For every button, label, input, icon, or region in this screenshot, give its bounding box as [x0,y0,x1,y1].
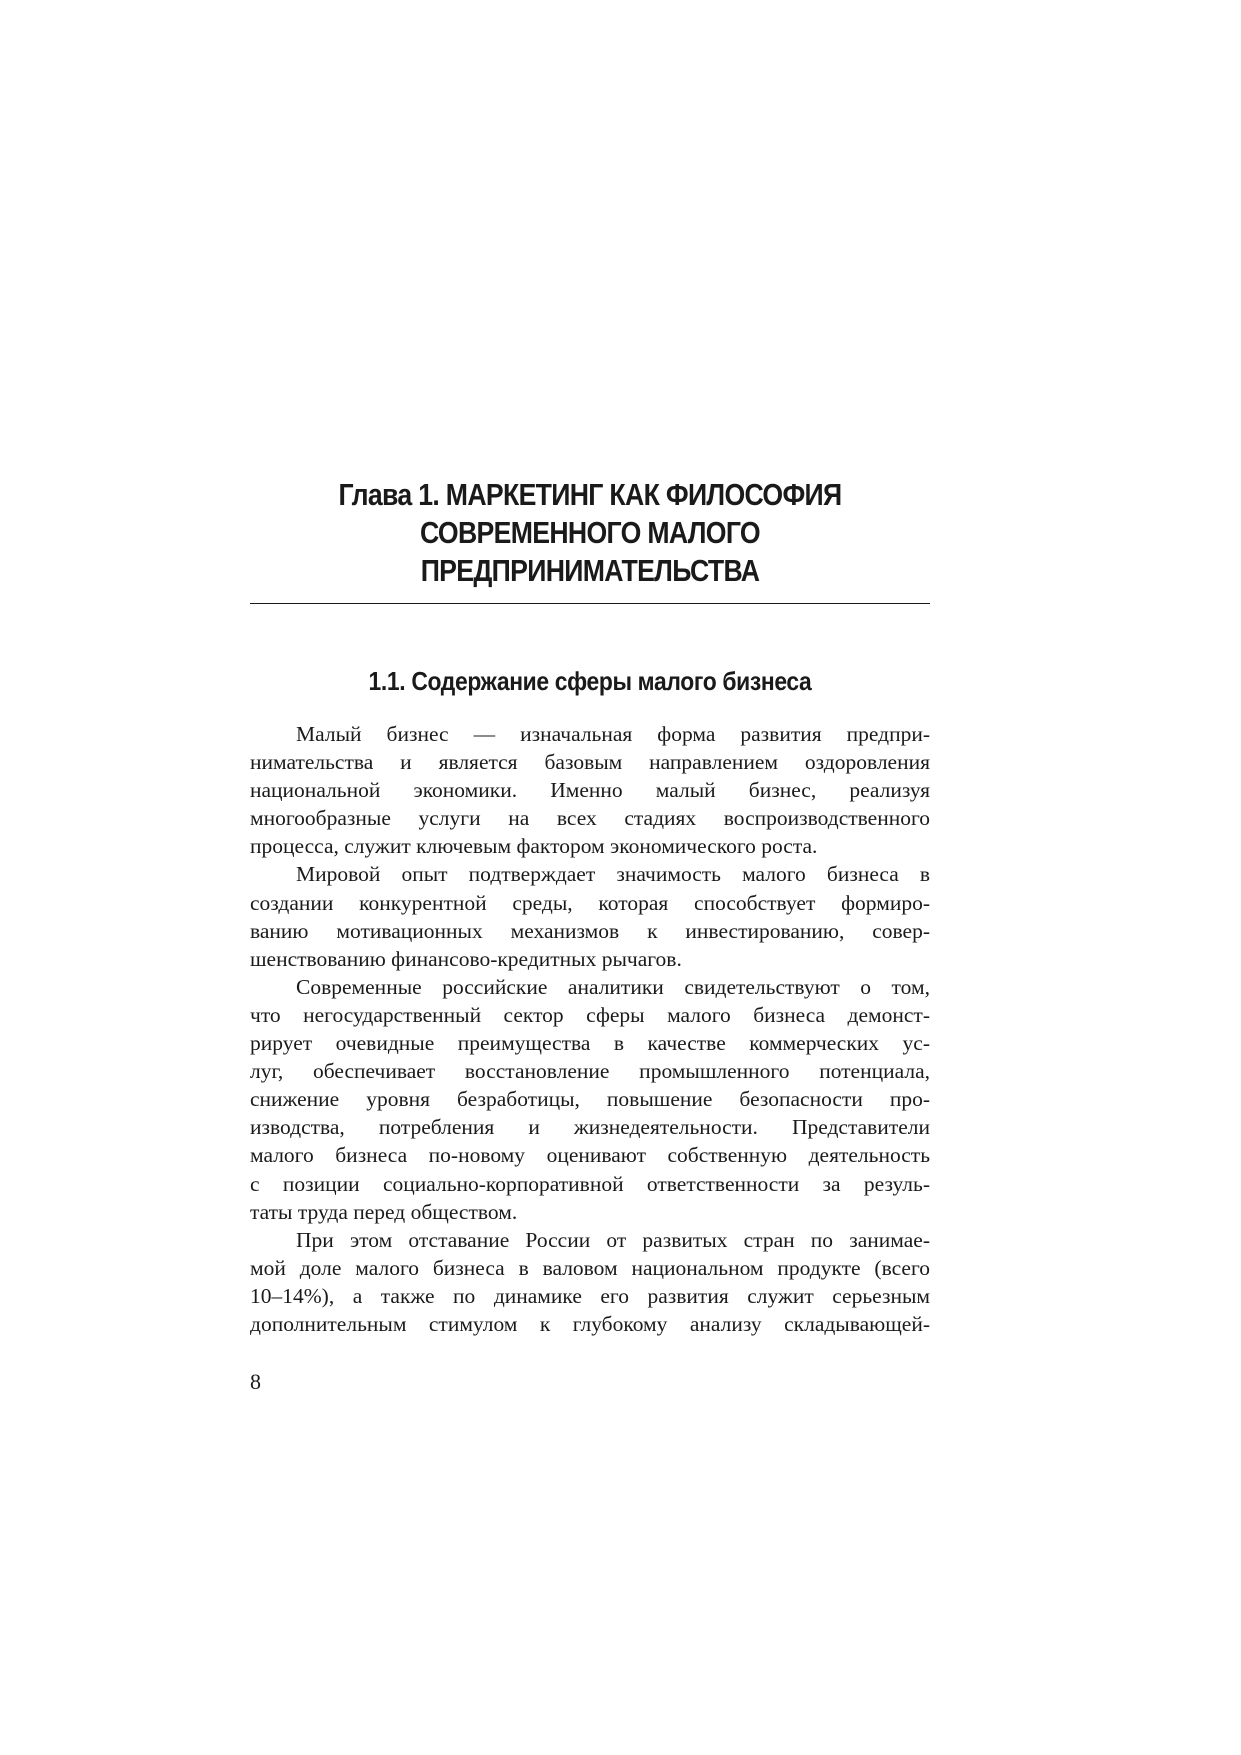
text-line: луг, обеспечивает восстановление промышленного потенциала, [250,1059,930,1084]
text-line: Малый бизнес — изначальная форма развития предпри- [296,722,930,746]
chapter-title [298,476,883,590]
text-line: многообразные услуги на всех стадиях воспроизводственного [250,806,930,831]
chapter-title-line: СОВРЕМЕННОГО МАЛОГО [420,515,760,550]
text-line: малого бизнеса по-новому оценивают собственную деятельность [250,1143,930,1168]
body-text [250,720,930,1338]
text-line: дополнительным стимулом к глубокому анализу складывающей- [250,1311,930,1336]
text-line: 10–14%), а также по динамике его развития служит серьезным [250,1283,930,1308]
text-line: нимательства и является базовым направлением оздоровления [250,750,930,775]
text-line: шенствованию финансово-кредитных рычагов. [250,946,682,971]
chapter-title-line: Глава 1. МАРКЕТИНГ КАК ФИЛОСОФИЯ [338,477,842,512]
text-line: что негосударственный сектор сферы малого бизнеса демонст- [250,1002,930,1027]
text-line: ванию мотивационных механизмов к инвестированию, совер- [250,918,930,943]
page-number: 8 [250,1369,261,1394]
text-line: создании конкурентной среды, которая способствует формиро- [250,890,930,915]
paragraph [250,973,930,1226]
paragraph [250,720,930,860]
text-line: снижение уровня безработицы, повышение безопасности про- [250,1087,930,1112]
text-line: процесса, служит ключевым фактором экономического роста. [250,834,818,859]
text-line: Мировой опыт подтверждает значимость малого бизнеса в [296,862,930,887]
section-title: 1.1. Содержание сферы малого бизнеса [368,666,812,696]
text-line: таты труда перед обществом. [250,1199,518,1224]
chapter-title-line: ПРЕДПРИНИМАТЕЛЬСТВА [420,553,760,588]
text-line: рирует очевидные преимущества в качестве коммерческих ус- [250,1031,930,1056]
text-line: Современные российские аналитики свидетельствуют о том, [296,974,930,999]
text-line: с позиции социально-корпоративной ответственности за резуль- [250,1171,930,1196]
paragraph [250,860,930,972]
text-line: национальной экономики. Именно малый бизнес, реализуя [250,778,930,803]
chapter-title-divider [250,603,930,604]
text-line: При этом отставание России от развитых стран по занимае- [296,1227,930,1252]
text-line: изводства, потребления и жизнедеятельности. Представители [250,1115,930,1140]
text-line: мой доле малого бизнеса в валовом национальном продукте (всего [250,1255,930,1280]
paragraph [250,1226,930,1338]
